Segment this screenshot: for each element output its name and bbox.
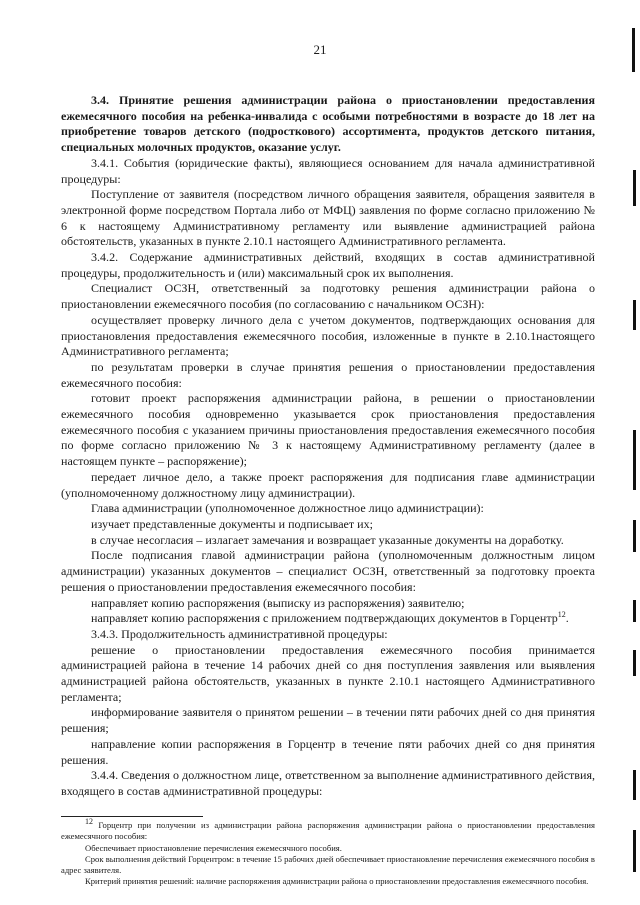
footnote-divider	[61, 816, 203, 817]
scan-edge-mark	[632, 28, 635, 72]
scan-edge-mark	[633, 520, 636, 552]
paragraph: передает личное дело, а также проект распоряжения для подписания главе администрации (уполномоченному должностному лицу администрации).	[61, 469, 595, 500]
paragraph: Глава администрации (уполномоченное должностное лицо администрации):	[91, 501, 484, 516]
paragraph: в случае несогласия – излагает замечания и возвращает указанные документы на доработку.	[91, 532, 564, 547]
section-heading: 3.4. Принятие решения администрации района о приостановлении предоставления ежемесячного пособия на ребенка-инвалида с особыми потребностями в возрасте до 18 лет на приобретение товаров детского (подросткового) ассортимента, продуктов детского питания, специальных молочных продуктов, оказание услуг.	[61, 93, 595, 155]
paragraph: осуществляет проверку личного дела с учетом документов, подтверждающих основания для приостановления предоставления ежемесячного пособия, изложенные в пункте в 2.10.1настоящего Административного регламента;	[61, 312, 595, 359]
footnotes	[61, 817, 595, 888]
footnote-line: Обеспечивает приостановление перечисления ежемесячного пособия.	[85, 842, 342, 853]
paragraph-text: направляет копию распоряжения с приложением подтверждающих документов в Горцентр	[91, 611, 558, 626]
paragraph: направление копии распоряжения в Горцентр в течение пяти рабочих дней со дня принятия решения.	[61, 736, 595, 767]
paragraph: 3.4.1. События (юридические факты), являющиеся основанием для начала административной процедуры:	[61, 155, 595, 186]
paragraph: Поступление от заявителя (посредством личного обращения заявителя, обращения заявителя в электронной форме посредством Портала либо от МФЦ) заявления по форме согласно приложению № 6 к настоящему Административному регламенту или выявление администрацией района обстоятельств, указанных в пункте 2.10.1 настоящего Административного регламента.	[61, 187, 595, 249]
scan-edge-mark	[633, 430, 636, 490]
paragraph: 3.4.4. Сведения о должностном лице, ответственном за выполнение административного действия, входящего в состав административной процедуры:	[61, 768, 595, 798]
paragraph-with-footnote	[61, 611, 595, 627]
scan-edge-mark	[633, 770, 636, 800]
page-number: 21	[313, 42, 327, 57]
scan-edge-mark	[633, 650, 636, 676]
footnote-text: Горцентр при получении из администрации района распоряжения администрации района о приостановлении предоставления ежемесячного пособия:	[61, 820, 595, 842]
footnote-line: Срок выполнения действий Горцентром: в течение 15 рабочих дней обеспечивает приостановление перечисления ежемесячного пособия в адрес заявителя.	[61, 853, 595, 876]
paragraph: После подписания главой администрации района (уполномоченным должностным лицом администрации) указанных документов – специалист ОСЗН, ответственный за подготовку проекта решения о приостановлении предоставления ежемесячного пособия:	[61, 548, 595, 594]
footnote-ref[interactable]: 12	[557, 610, 566, 620]
scan-edge-mark	[633, 170, 636, 206]
paragraph: по результатам проверки в случае принятия решения о приостановлении предоставления ежемесячного пособия:	[61, 359, 595, 390]
paragraph: 3.4.2. Содержание административных действий, входящих в состав административной процедуры, продолжительность и (или) максимальный срок их выполнения.	[61, 250, 595, 280]
footnote	[61, 817, 595, 843]
paragraph: Специалист ОСЗН, ответственный за подготовку решения администрации района о приостановлении ежемесячного пособия (по согласованию с начальником ОСЗН):	[61, 281, 595, 312]
paragraph: информирование заявителя о принятом решении – в течении пяти рабочих дней со дня принятия решения;	[61, 705, 595, 736]
scan-edge-mark	[633, 600, 636, 622]
scan-edge-mark	[633, 300, 636, 330]
paragraph: направляет копию распоряжения (выписку из распоряжения) заявителю;	[91, 595, 465, 610]
paragraph: решение о приостановлении предоставления ежемесячного пособия принимается администрацией района в течение 14 рабочих дней со дня поступления заявления или выявления администрацией района обстоятельств, указанных в пункте 2.10.1 настоящего Административного регламента;	[61, 642, 595, 704]
footnote-number: 12	[85, 817, 93, 827]
document-body	[61, 93, 595, 800]
paragraph: 3.4.3. Продолжительность административной процедуры:	[91, 626, 388, 641]
footnote-line: Критерий принятия решений: наличие распоряжения администрации района о приостановлении предоставления ежемесячного пособия.	[85, 876, 589, 887]
paragraph: изучает представленные документы и подписывает их;	[91, 516, 373, 531]
paragraph: готовит проект распоряжения администрации района, в решении о приостановлении ежемесячного пособия одновременно указывается срок приостановления предоставления ежемесячного пособия с указанием причины приостановления предоставления ежемесячного пособия по форме согласно приложению № 3 к настоящему Административному регламенту (далее в настоящем пункте – распоряжение);	[61, 391, 595, 469]
scan-edge-mark	[633, 830, 636, 872]
paragraph-tail: .	[565, 611, 569, 626]
